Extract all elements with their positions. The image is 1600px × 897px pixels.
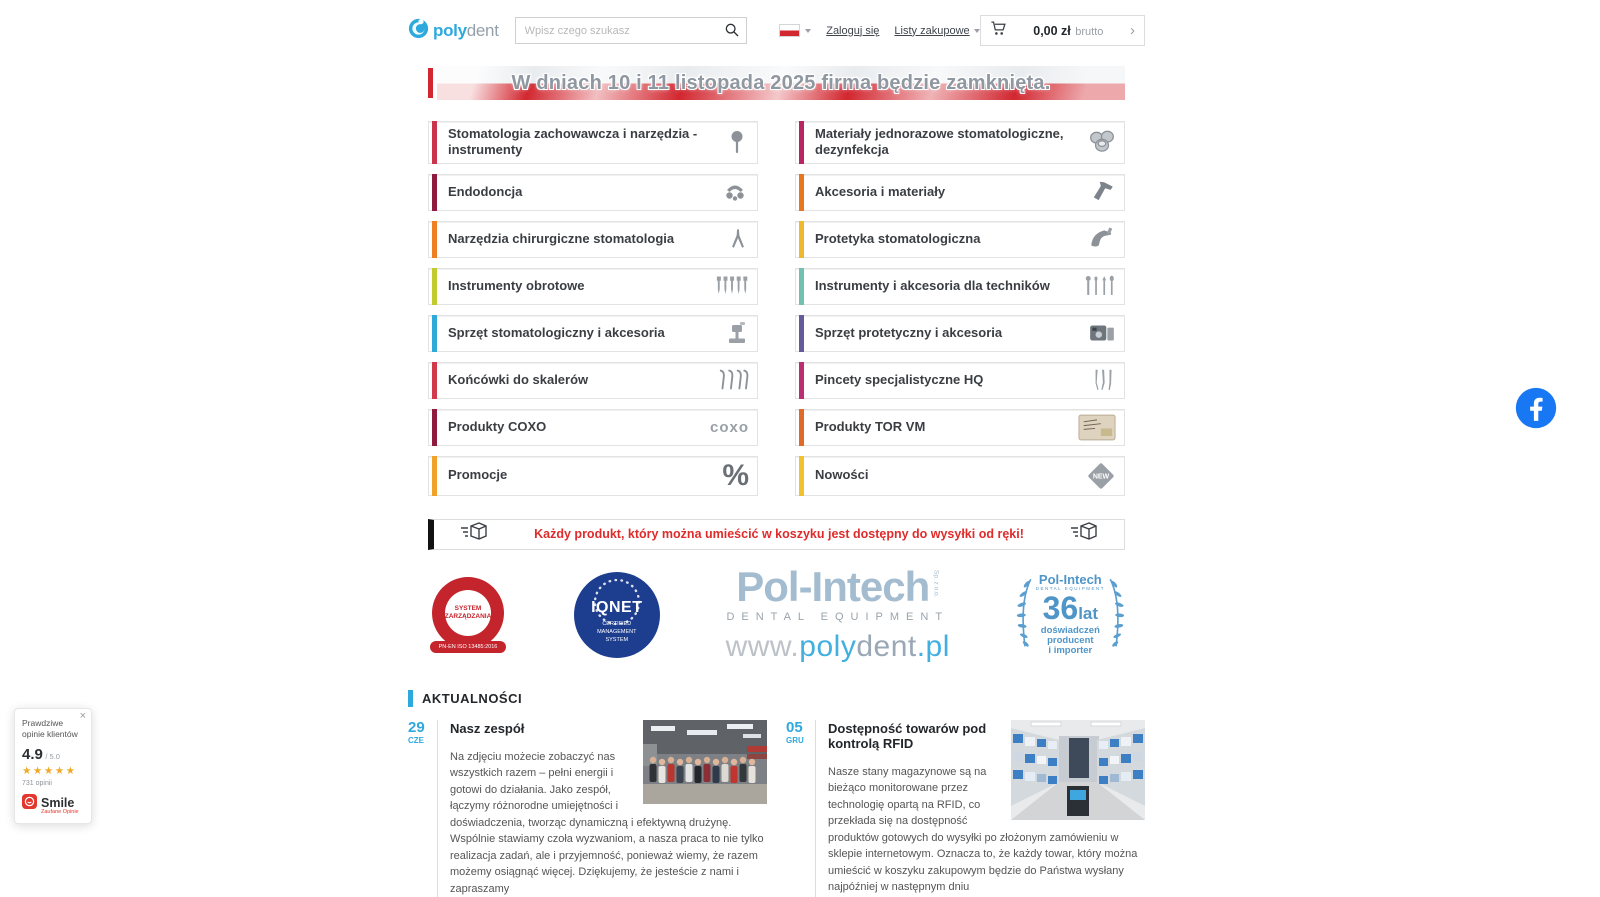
category-color-bar — [799, 362, 804, 399]
category-label: Instrumenty i akcesoria dla techników — [815, 278, 1072, 294]
coxo-logo: coxo — [705, 419, 749, 436]
category-color-bar — [799, 315, 804, 352]
tweezers-icon — [1072, 367, 1116, 393]
dental-clamp-icon — [705, 180, 749, 204]
scaler-tips-icon — [705, 368, 749, 392]
category-color-bar — [432, 121, 437, 164]
news-item — [786, 720, 1145, 897]
reviews-title: Prawdziwe opinie klientów — [22, 718, 84, 740]
reviews-count: 731 opinii — [22, 780, 84, 787]
category-label: Akcesoria i materiały — [815, 184, 1072, 200]
cart-button[interactable] — [980, 15, 1145, 46]
category-label: Instrumenty obrotowe — [448, 278, 705, 294]
category-color-bar — [432, 456, 437, 496]
category-label: Stomatologia zachowawcza i narzędzia - instrumenty — [448, 126, 705, 159]
category-label: Produkty COXO — [448, 419, 705, 435]
news-title[interactable]: Dostępność towarów pod kontrolą RFID — [828, 721, 1145, 751]
logo-text-dent: dent — [467, 21, 499, 40]
shipping-box-icon — [1069, 520, 1099, 549]
polydent-logo[interactable] — [408, 18, 499, 44]
category-item-instrumenty-dla-technikow[interactable] — [795, 268, 1125, 305]
category-item-endodoncja[interactable] — [428, 174, 758, 211]
search-input[interactable] — [515, 17, 748, 44]
laurel-right-icon — [1107, 568, 1125, 661]
anniversary-badge: Pol-Intech DENTAL EQUIPMENT 36lat doświadczeń producent i importer — [1016, 568, 1125, 661]
category-item-protetyka-stomatologiczna[interactable] — [795, 221, 1125, 258]
iso-certificate-badge: SYSTEM ZARZĄDZANIA PN-EN ISO 13485:2016 — [428, 577, 508, 653]
category-color-bar — [432, 268, 437, 305]
category-item-akcesoria-i-materialy[interactable] — [795, 174, 1125, 211]
new-badge-icon — [1072, 461, 1116, 491]
shipping-info-text: Każdy produkt, który można umieścić w koszyku jest dostępny do wysyłki od ręki! — [534, 527, 1024, 541]
shipping-box-icon — [459, 520, 489, 549]
chevron-down-icon — [805, 29, 811, 33]
smile-logo-icon — [22, 794, 37, 811]
technician-tools-icon — [1072, 274, 1116, 298]
header — [408, 0, 1145, 46]
category-label: Nowości — [815, 467, 1072, 483]
star-rating-icons: ★★★★★ — [22, 765, 84, 777]
facebook-icon — [1514, 417, 1558, 434]
chevron-right-icon: › — [1130, 23, 1135, 38]
close-icon[interactable]: × — [80, 710, 86, 722]
category-item-pincety-hq[interactable] — [795, 362, 1125, 399]
prosthetics-handpiece-icon — [1072, 226, 1116, 252]
iqnet-certificate-badge: IQNET CERTIFIED MANAGEMENT SYSTEM — [574, 572, 660, 658]
poland-flag-icon — [779, 24, 800, 37]
category-item-nowosci[interactable] — [795, 456, 1125, 496]
category-color-bar — [799, 409, 804, 446]
news-item — [408, 720, 767, 897]
polydent-logo-icon — [408, 18, 429, 44]
smile-brand: Smile — [22, 794, 84, 811]
search-icon — [724, 26, 740, 41]
category-color-bar — [799, 221, 804, 258]
svg-text:NEW: NEW — [1093, 473, 1110, 480]
category-color-bar — [432, 174, 437, 211]
rating-max: / 5.0 — [45, 752, 60, 761]
category-item-promocje[interactable] — [428, 456, 758, 496]
closure-notice-banner — [428, 66, 1125, 100]
language-selector[interactable] — [779, 24, 811, 37]
surgical-forceps-icon — [705, 226, 749, 252]
category-label: Narzędzia chirurgiczne stomatologia — [448, 231, 705, 247]
rotary-burs-icon — [705, 274, 749, 298]
category-item-narzedzia-chirurgiczne[interactable] — [428, 221, 758, 258]
shipping-info-banner — [428, 519, 1125, 550]
category-color-bar — [799, 456, 804, 496]
cart-icon — [990, 20, 1007, 42]
news-section — [408, 690, 1145, 897]
poland-flag-background — [437, 66, 1125, 100]
category-item-instrumenty-obrotowe[interactable] — [428, 268, 758, 305]
category-label: Promocje — [448, 467, 705, 483]
category-label: Materiały jednorazowe stomatologiczne, dezynfekcja — [815, 126, 1072, 159]
category-color-bar — [799, 174, 804, 211]
category-label: Sprzęt protetyczny i akcesoria — [815, 325, 1072, 341]
news-photo-warehouse[interactable] — [1011, 720, 1145, 820]
dental-equipment-icon — [705, 320, 749, 346]
tor-vm-thumbnail — [1072, 414, 1116, 441]
search-button[interactable] — [721, 21, 743, 41]
category-label: Endodoncja — [448, 184, 705, 200]
prosthetic-equipment-icon — [1072, 320, 1116, 346]
category-item-sprzet-protetyczny[interactable] — [795, 315, 1125, 352]
news-date: 29 CZE — [408, 720, 438, 897]
laurel-left-icon — [1016, 568, 1034, 661]
rating-value: 4.9 — [22, 746, 43, 763]
news-body: Nasze stany magazynowe są na bieżąco monitorowane przez technologię opartą na RFID, co przekłada się na dostępność produktów gotowych do wysyłki po złożonym zamówieniu w sklepie internetowym. Oznacza to, że każdy towar, który można umieścić w koszyku zakupowym będzie do Państwa wysłany najpóźniej w następnym dniu — [828, 764, 1145, 896]
category-item-koncowki-do-skalerow[interactable] — [428, 362, 758, 399]
category-color-bar — [432, 409, 437, 446]
accessories-tool-icon — [1072, 179, 1116, 205]
category-item-produkty-coxo[interactable] — [428, 409, 758, 446]
category-color-bar — [432, 221, 437, 258]
category-color-bar — [799, 268, 804, 305]
customer-reviews-widget[interactable] — [14, 708, 92, 824]
shopping-lists-link[interactable]: Listy zakupowe — [894, 25, 979, 37]
category-label: Pincety specjalistyczne HQ — [815, 372, 1072, 388]
category-item-materialy-jednorazowe[interactable] — [795, 121, 1125, 164]
brand-subtitle: DENTAL EQUIPMENT — [726, 611, 950, 623]
closure-notice-text: W dniach 10 i 11 listopada 2025 firma będzie zamknięta. — [512, 72, 1051, 95]
notice-red-stripe — [428, 68, 433, 98]
category-label: Protetyka stomatologiczna — [815, 231, 1072, 247]
category-item-stomatologia-zachowawcza[interactable] — [428, 121, 758, 164]
category-color-bar — [799, 121, 804, 164]
category-label: Sprzęt stomatologiczny i akcesoria — [448, 325, 705, 341]
category-item-sprzet-stomatologiczny[interactable] — [428, 315, 758, 352]
smile-brand-subtitle: Zaufane Opinie — [41, 809, 84, 815]
category-label: Końcówki do skalerów — [448, 372, 705, 388]
facebook-button[interactable] — [1514, 386, 1558, 430]
cart-total-suffix: brutto — [1075, 26, 1103, 38]
news-date: 05 GRU — [786, 720, 816, 897]
login-link[interactable]: Zaloguj się — [826, 25, 879, 37]
brand-suffix: Sp. z o.o. — [932, 570, 939, 597]
iso-norm-label: PN-EN ISO 13485:2016 — [430, 641, 506, 653]
heading-accent-bar — [408, 690, 413, 707]
news-heading: AKTUALNOŚCI — [408, 690, 1145, 707]
news-photo-team[interactable] — [643, 720, 767, 804]
dental-mirror-icon — [705, 129, 749, 155]
category-grid — [428, 121, 1125, 496]
category-color-bar — [432, 362, 437, 399]
search-box — [515, 17, 748, 44]
news-title[interactable]: Nasz zespół — [450, 721, 767, 736]
pol-intech-brand — [726, 566, 950, 664]
logo-text-poly: poly — [433, 21, 467, 40]
category-label: Produkty TOR VM — [815, 419, 1072, 435]
certificates-row — [428, 565, 1125, 665]
category-color-bar — [432, 315, 437, 352]
cart-total: 0,00 zł — [1033, 24, 1071, 38]
category-item-produkty-tor-vm[interactable] — [795, 409, 1125, 446]
percent-icon: % — [705, 461, 749, 491]
news-body: Na zdjęciu możecie zobaczyć nas wszystkich razem – pełni energii i gotowi do działania. Jako zespół, łączymy różnorodne umiejętności i doświadczenia, tworząc dynamiczną i efektywną drużynę. Wspólnie stawiamy czoła wyzwaniom, a nasza praca to nie tylko realizacja zadań, ale i przyjemność, ponieważ wiemy, że razem możemy osiągnąć więcej. Dziękujemy, że jesteście z nami i zapraszamy — [450, 749, 767, 897]
brand-name: Pol-Intech — [736, 566, 929, 608]
disposable-cups-icon — [1072, 129, 1116, 155]
website-url: www.polydent.pl — [726, 630, 950, 664]
